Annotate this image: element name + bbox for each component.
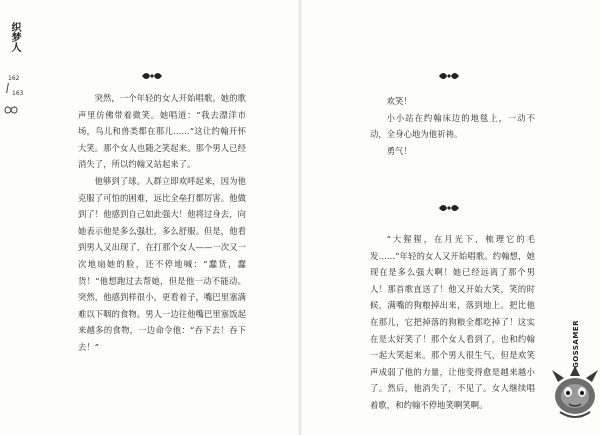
paragraph: 欢笑！ (386, 96, 412, 106)
right-page (300, 0, 600, 435)
paragraph: 小小站在约翰床边的地毯上，一动不动，全身心地为他祈祷。 (370, 112, 535, 140)
section-ornament-icon (437, 203, 461, 213)
page-ornament-icon (437, 71, 461, 81)
paragraph: 勇气！ (386, 145, 412, 156)
right-page-bottom-text (370, 231, 535, 414)
paragraph: 突然，一个年轻的女人开始唱歌。她的歌声里仿佛带着微笑。她唱道：“我去漂洋市场，鸟儿和兽类都在那儿……”这让约翰开怀大笑。那个女人也随之笑起来。那个男人已经消失了，所以约翰又站起来了。 (78, 93, 246, 170)
paragraph: “大猩猩，在月光下，梳理它的毛发……”年轻的女人又开始唱歌。约翰想，她现在是多么强大啊！她已经远离了那个男人！那首歌直送了！他又开始大笑，笑的时候，满嘴的狗粮掉出来，落到地上。把比他在那儿，它把掉落的狗粮全都吃掉了！这实在是太好笑了！那个女人看到了，也和约翰一起大笑起来。那个男人很生气，但是欢笑声成弱了他的力量，让他变得愈是越来越小了。然后，他消失了，不见了。女人继续唱着歌，和约翰不停地笑啊笑啊。 (370, 234, 535, 410)
creature-illustration (550, 352, 600, 422)
left-page-body (78, 90, 246, 356)
side-running-label: GOSSAMER (572, 320, 580, 369)
paragraph: 他够到了球。人群立即欢呼起来，因为他克服了可怕的困难，远比全垒打都厉害。他做到了！他感到自己如此强大！他将过身去，向她表示他是多么强壮，多么舒服。但是，他看到男人又出现了，在打那个女人——一次又一次地扇她的脸，还不停地喊：“蠢货，蠢货！”他想跑过去帮她，但是他一动不能动。突然，他感到样很小，更看着子，嘴巴里塞满难以下咽的食物。男人一边往他嘴巴里塞饭起来越多的食物，一边命令他：“吞下去！吞下去！” (78, 175, 246, 352)
page-number-right: 163 (12, 90, 24, 97)
right-page-top-text (370, 93, 535, 159)
page-number-left: 162 (8, 75, 20, 82)
series-title: 织梦人 (9, 22, 20, 52)
page-ornament-icon (140, 71, 164, 81)
infinity-loop-icon (3, 100, 19, 110)
